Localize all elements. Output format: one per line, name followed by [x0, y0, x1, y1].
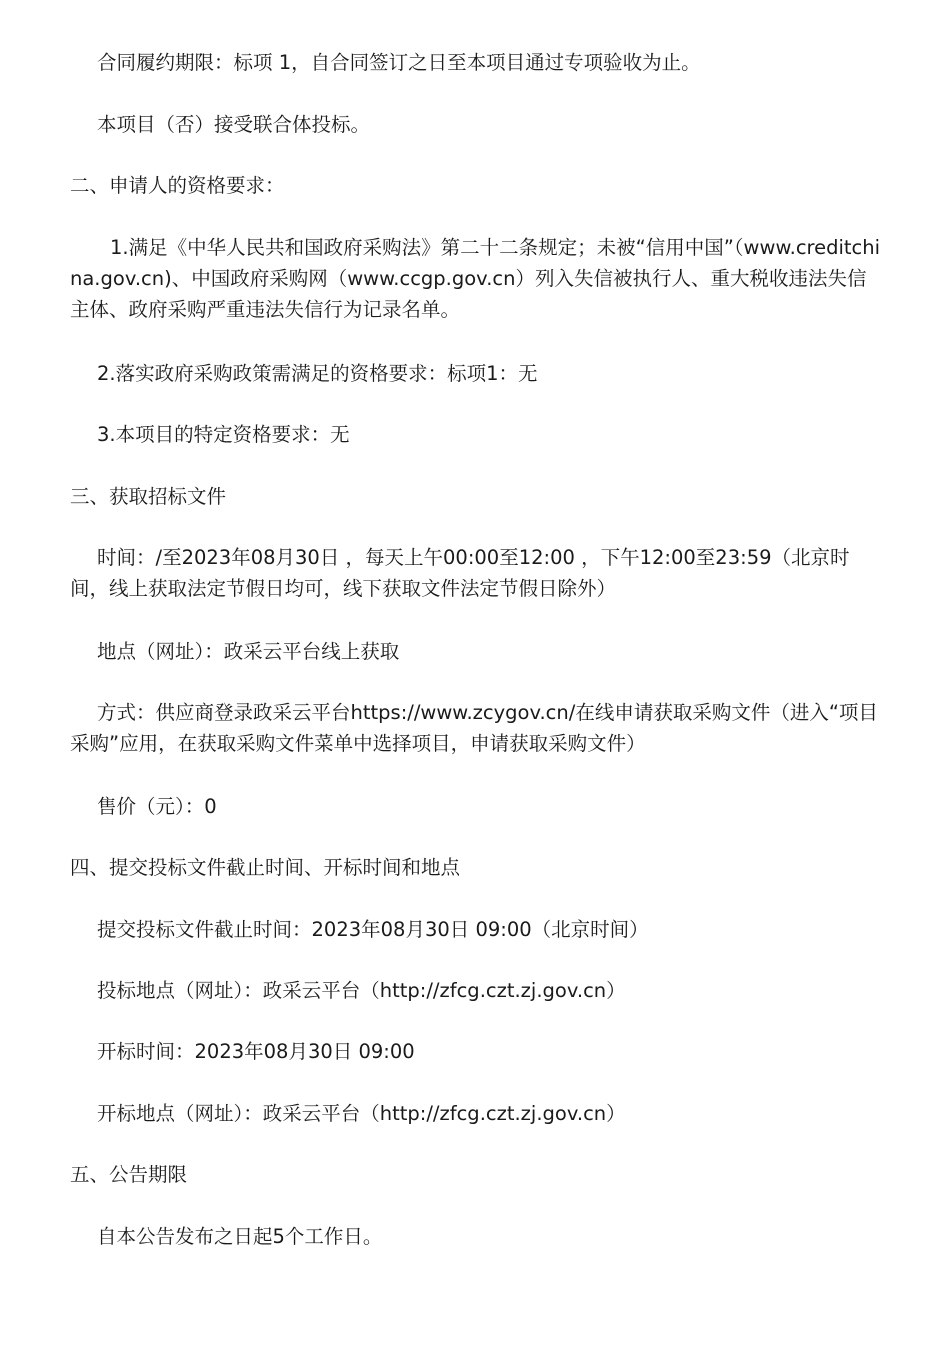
section-heading-obtain-documents: 三、获取招标文件 — [70, 485, 227, 508]
opening-location-text: 开标地点（网址）：政采云平台（http://zfcg.czt.zj.gov.cn） — [97, 1102, 626, 1125]
section-heading-notice-period: 五、公告期限 — [70, 1163, 188, 1186]
qualification-item-1: 1.满足《中华人民共和国政府采购法》第二十二条规定；未被“信用中国”（www.creditchina.gov.cn)、中国政府采购网（www.ccgp.gov.cn）列入失信被执行人、重大税收违法失信主体、政府采购严重违法失信行为记录名单。 — [70, 236, 881, 321]
obtain-method-text: 方式：供应商登录政采云平台https://www.zcygov.cn/在线申请获取采购文件（进入“项目采购”应用，在获取采购文件菜单中选择项目，申请获取采购文件） — [70, 701, 878, 755]
section-heading-qualification: 二、申请人的资格要求： — [70, 174, 285, 197]
qualification-item-2: 2.落实政府采购政策需满足的资格要求：标项1：无 — [97, 362, 538, 385]
section-heading-deadline: 四、提交投标文件截止时间、开标时间和地点 — [70, 856, 461, 879]
consortium-bid-text: 本项目（否）接受联合体投标。 — [97, 113, 371, 136]
price-text: 售价（元）：0 — [97, 795, 217, 818]
contract-period-text: 合同履约期限：标项 1，自合同签订之日至本项目通过专项验收为止。 — [97, 51, 701, 74]
opening-time-text: 开标时间：2023年08月30日 09:00 — [97, 1040, 415, 1063]
bid-location-text: 投标地点（网址）：政采云平台（http://zfcg.czt.zj.gov.cn） — [97, 979, 626, 1002]
obtain-time-text: 时间：/至2023年08月30日 ，每天上午00:00至12:00 ，下午12:00至23:59（北京时间，线上获取法定节假日均可，线下获取文件法定节假日除外） — [70, 546, 850, 600]
qualification-item-3: 3.本项目的特定资格要求：无 — [97, 423, 350, 446]
obtain-location-text: 地点（网址）：政采云平台线上获取 — [97, 640, 400, 663]
notice-period-text: 自本公告发布之日起5个工作日。 — [97, 1225, 383, 1248]
bid-deadline-text: 提交投标文件截止时间：2023年08月30日 09:00（北京时间） — [97, 918, 649, 941]
